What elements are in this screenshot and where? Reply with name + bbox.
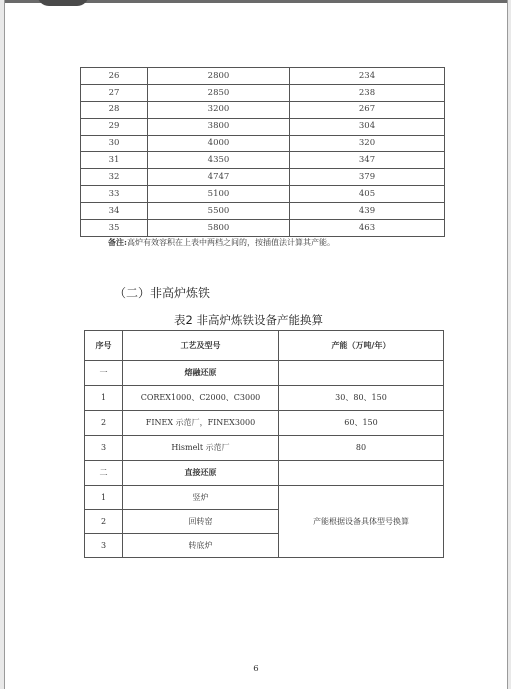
note-label: 备注:: [108, 237, 127, 247]
row-volume: 4747: [148, 169, 290, 186]
merged-capacity: 产能根据设备具体型号换算: [279, 486, 444, 558]
note-text: 高炉有效容积在上表中两档之间的，按插值法计算其产能。: [126, 238, 335, 247]
group-row-direct-reduction: [85, 461, 444, 486]
group-name: 直接还原: [123, 461, 279, 486]
table-note: [108, 237, 335, 248]
row-volume: 2800: [148, 68, 290, 85]
table-row: [81, 169, 445, 186]
row-no: 2: [85, 411, 123, 436]
non-blast-furnace-table: [84, 330, 444, 558]
row-no: 3: [85, 534, 123, 558]
row-no: 27: [81, 84, 148, 101]
group-capacity-empty: [279, 461, 444, 486]
row-no: 26: [81, 68, 148, 85]
row-capacity: 267: [290, 101, 445, 118]
row-no: 3: [85, 436, 123, 461]
header-no: 序号: [85, 331, 123, 361]
row-no: 30: [81, 135, 148, 152]
viewer-tab-handle[interactable]: [37, 0, 89, 6]
table-row: [85, 436, 444, 461]
table-row: [81, 152, 445, 169]
row-no: 33: [81, 186, 148, 203]
group-no: 一: [85, 361, 123, 386]
capacity-table: [80, 67, 445, 237]
table-row: [81, 118, 445, 135]
table-row: [81, 220, 445, 237]
row-no: 2: [85, 510, 123, 534]
row-no: 31: [81, 152, 148, 169]
row-volume: 3200: [148, 101, 290, 118]
table-row: [85, 386, 444, 411]
row-volume: 4350: [148, 152, 290, 169]
row-capacity: 60、150: [279, 411, 444, 436]
row-no: 34: [81, 203, 148, 220]
row-volume: 3800: [148, 118, 290, 135]
table-row: [81, 84, 445, 101]
table-row: [81, 186, 445, 203]
table-row: [81, 203, 445, 220]
table-caption: 表2 非高炉炼铁设备产能换算: [174, 313, 323, 327]
row-capacity: 347: [290, 152, 445, 169]
table-header-row: [85, 331, 444, 361]
row-capacity: 304: [290, 118, 445, 135]
row-no: 29: [81, 118, 148, 135]
section-title: （二）非高炉炼铁: [114, 286, 211, 300]
row-volume: 5100: [148, 186, 290, 203]
page-number: 6: [253, 664, 259, 674]
row-process: 转底炉: [123, 534, 279, 558]
group-no: 二: [85, 461, 123, 486]
row-process: 竖炉: [123, 486, 279, 510]
row-capacity: 238: [290, 84, 445, 101]
group-capacity-empty: [279, 361, 444, 386]
row-volume: 5800: [148, 220, 290, 237]
document-page: [4, 0, 508, 689]
table-row: [81, 101, 445, 118]
header-capacity: 产能（万吨/年）: [279, 331, 444, 361]
row-capacity: 379: [290, 169, 445, 186]
row-capacity: 234: [290, 68, 445, 85]
row-volume: 2850: [148, 84, 290, 101]
row-capacity: 463: [290, 220, 445, 237]
row-volume: 4000: [148, 135, 290, 152]
row-process: FINEX 示范厂，FINEX3000: [123, 411, 279, 436]
table-row: [81, 135, 445, 152]
row-process: COREX1000、C2000、C3000: [123, 386, 279, 411]
row-no: 32: [81, 169, 148, 186]
header-process: 工艺及型号: [123, 331, 279, 361]
row-capacity: 405: [290, 186, 445, 203]
table-row: [85, 411, 444, 436]
row-no: 35: [81, 220, 148, 237]
row-process: Hismelt 示范厂: [123, 436, 279, 461]
row-process: 回转窑: [123, 510, 279, 534]
row-no: 1: [85, 386, 123, 411]
row-capacity: 30、80、150: [279, 386, 444, 411]
row-no: 28: [81, 101, 148, 118]
row-capacity: 320: [290, 135, 445, 152]
group-row-smelting-reduction: [85, 361, 444, 386]
group-name: 熔融还原: [123, 361, 279, 386]
row-no: 1: [85, 486, 123, 510]
row-volume: 5500: [148, 203, 290, 220]
table-row: [85, 486, 444, 510]
row-capacity: 80: [279, 436, 444, 461]
table-row: [81, 68, 445, 85]
row-capacity: 439: [290, 203, 445, 220]
